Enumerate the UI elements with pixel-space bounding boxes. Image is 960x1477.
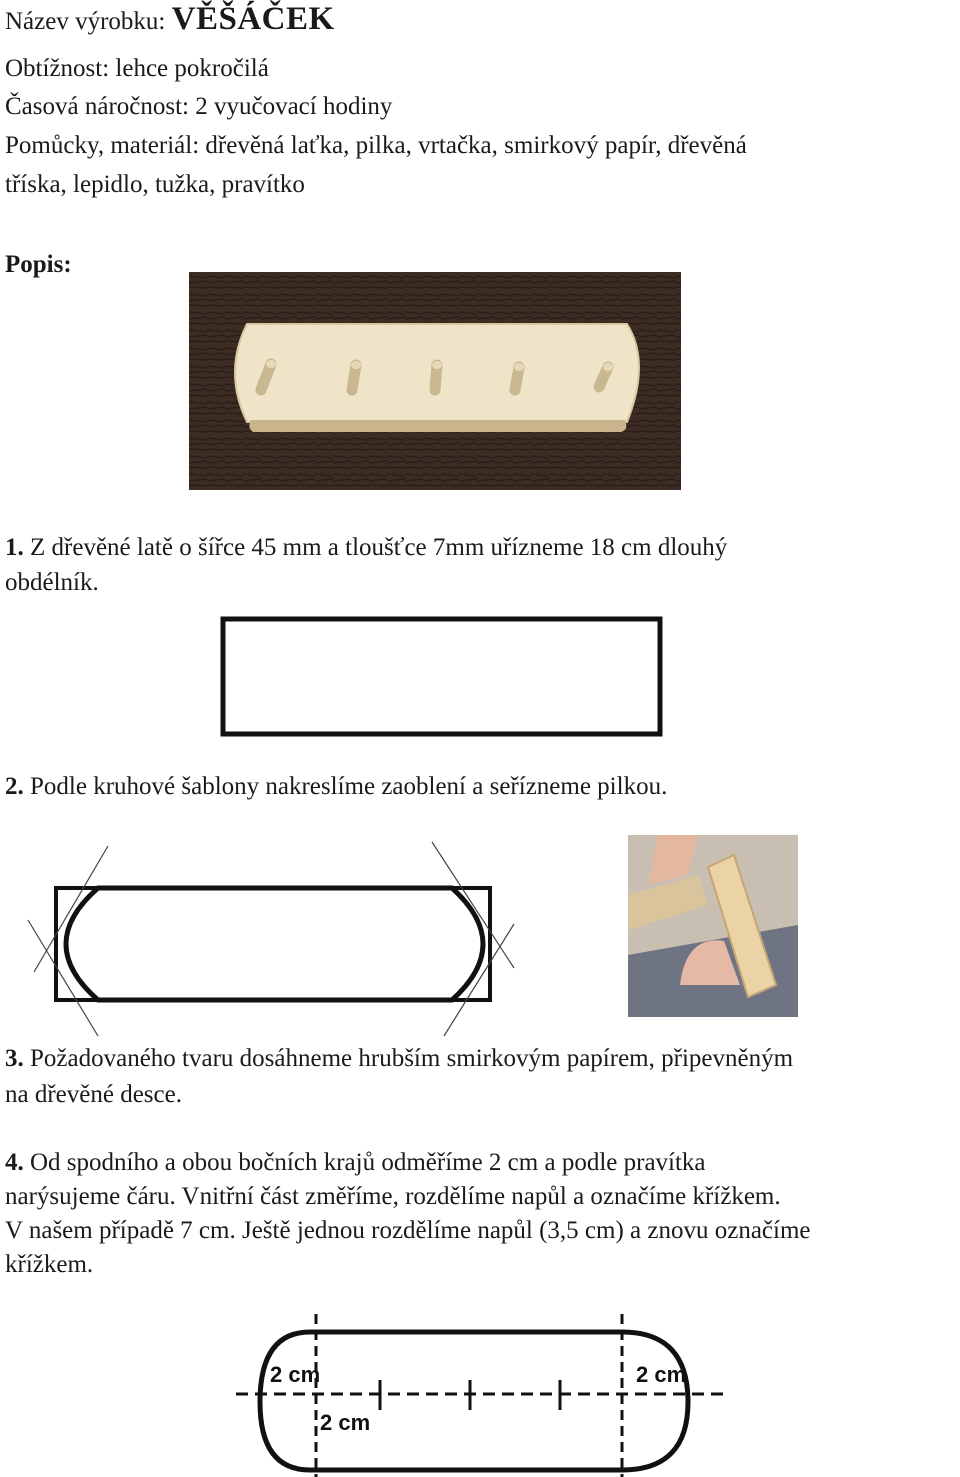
step-2-line-1 bbox=[5, 770, 667, 804]
peg-3 bbox=[432, 361, 442, 390]
materials-line-2: tříska, lepidlo, tužka, pravítko bbox=[5, 171, 305, 198]
board-rectangle bbox=[223, 619, 660, 734]
materials-line-1: Pomůcky, materiál: dřevěná laťka, pilka, vrtačka, smirkový papír, dřevěná bbox=[5, 132, 747, 159]
rectangle-diagram bbox=[220, 616, 664, 738]
step-4-line-1 bbox=[5, 1146, 706, 1180]
difficulty-text: Obtížnost: lehce pokročilá bbox=[5, 55, 269, 82]
rounding-diagram bbox=[24, 840, 524, 1040]
step-3-line-2: na dřevěné desce. bbox=[5, 1081, 182, 1108]
step-1-number: 1. bbox=[5, 534, 24, 561]
step-1-line-2: obdélník. bbox=[5, 569, 99, 596]
step-2-number: 2. bbox=[5, 773, 24, 800]
title-label: Název výrobku: bbox=[5, 8, 166, 35]
rounded-board-outline bbox=[260, 1332, 688, 1470]
popis-heading: Popis: bbox=[5, 251, 72, 278]
finished-hanger-photo bbox=[189, 272, 681, 490]
step-3-text: Požadovaného tvaru dosáhneme hrubším smirkovým papírem, připevněným bbox=[30, 1045, 794, 1072]
step-3-number: 3. bbox=[5, 1045, 24, 1072]
step-4-line-2: narýsujeme čáru. Vnitřní část změříme, rozdělíme napůl a označíme křížkem. bbox=[5, 1183, 781, 1210]
step-3-line-1 bbox=[5, 1042, 793, 1076]
step-4-line-3: V našem případě 7 cm. Ještě jednou rozdělíme napůl (3,5 cm) a znovu označíme bbox=[5, 1217, 811, 1244]
sawing-photo bbox=[628, 835, 798, 1017]
label-bottom-2cm: 2 cm bbox=[320, 1410, 371, 1435]
measurement-diagram bbox=[230, 1310, 730, 1477]
step-1-text: Z dřevěné latě o šířce 45 mm a tloušťce 7mm uřízneme 18 cm dlouhý bbox=[30, 534, 728, 561]
step-4-line-4: křížkem. bbox=[5, 1251, 94, 1278]
step-2-text: Podle kruhové šablony nakreslíme zaoblení a seřízneme pilkou. bbox=[30, 773, 668, 800]
product-name: VĚŠÁČEK bbox=[171, 1, 335, 37]
time-text: Časová náročnost: 2 vyučovací hodiny bbox=[5, 93, 393, 120]
step-4-number: 4. bbox=[5, 1149, 24, 1176]
rounded-board-shape bbox=[66, 888, 483, 1000]
label-left-2cm: 2 cm bbox=[270, 1362, 321, 1387]
hanger-board-edge bbox=[249, 420, 626, 432]
product-title bbox=[5, 2, 335, 39]
step-4-text: Od spodního a obou bočních krajů odměříme 2 cm a podle pravítka bbox=[30, 1149, 706, 1176]
label-right-2cm: 2 cm bbox=[636, 1362, 687, 1387]
step-1-line-1 bbox=[5, 531, 727, 565]
